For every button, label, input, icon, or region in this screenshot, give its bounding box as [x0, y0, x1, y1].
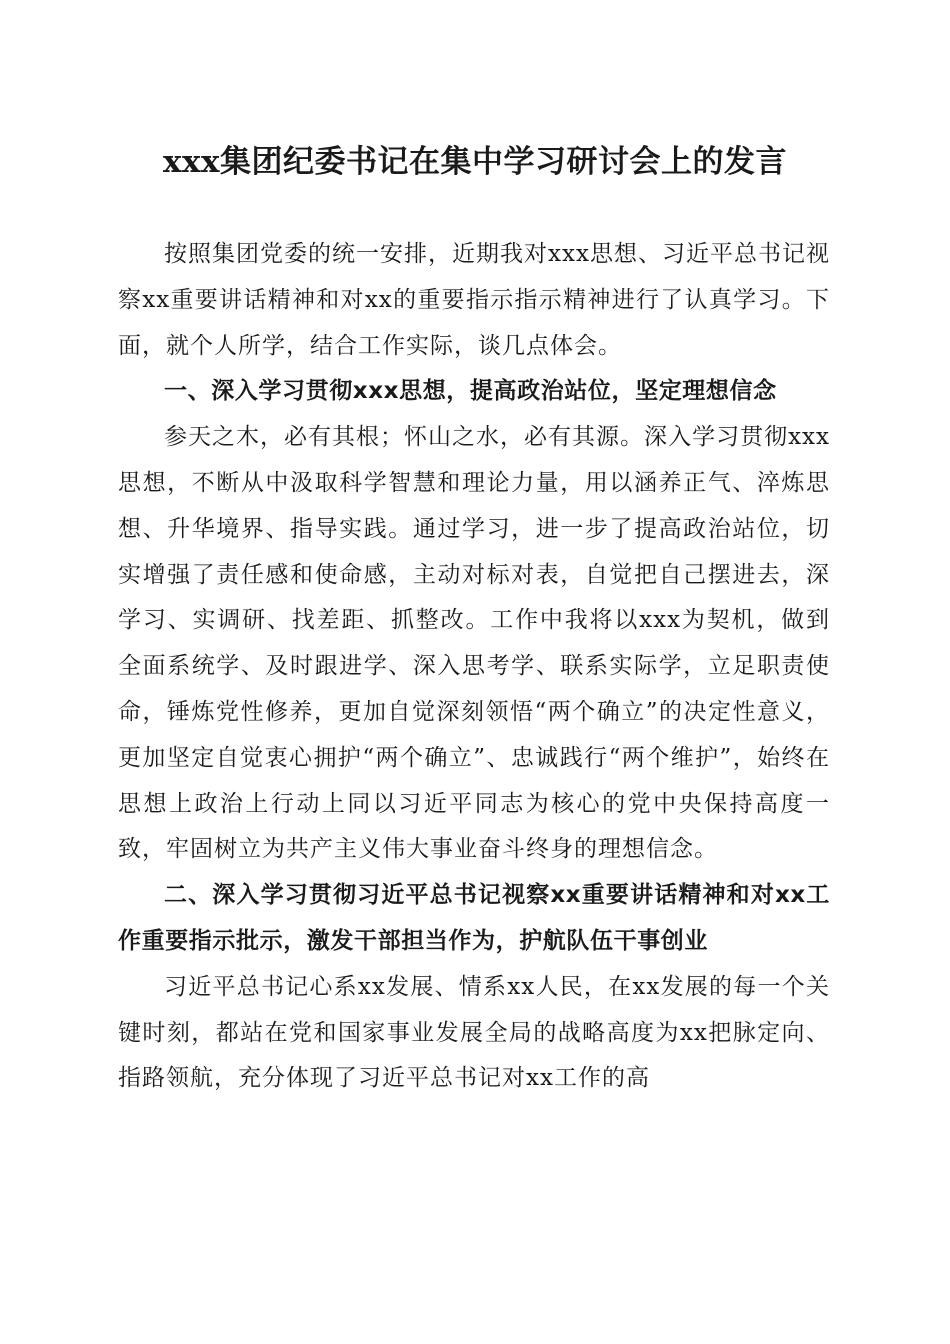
section-2-heading: 二、深入学习贯彻习近平总书记视察xx重要讲话精神和对xx工作重要指示批示，激发干部担当作为，护航队伍干事创业: [118, 882, 830, 954]
section-1-paragraph: 参天之木，必有其根；怀山之水，必有其源。深入学习贯彻xxx思想，不断从中汲取科学智慧和理论力量，用以涵养正气、淬炼思想、升华境界、指导实践。通过学习，进一步了提高政治站位，切实增强了责任感和使命感，主动对标对表，自觉把自己摆进去，深学习、实调研、找差距、抓整改。工作中我将以xxx为契机，做到全面系统学、及时跟进学、深入思考学、联系实际学，立足职责使命，锤炼党性修养，更加自觉深刻领悟“两个确立”的决定性意义，更加坚定自觉衷心拥护“两个确立”、忠诚践行“两个维护”，始终在思想上政治上行动上同以习近平同志为核心的党中央保持高度一致，牢固树立为共产主义伟大事业奋斗终身的理想信念。: [118, 424, 830, 863]
section-1-heading: 一、深入学习贯彻xxx思想，提高政治站位，坚定理想信念: [164, 378, 777, 405]
section-2-paragraph: 习近平总书记心系xx发展、情系xx人民，在xx发展的每一个关键时刻，都站在党和国家事业发展全局的战略高度为xx把脉定向、指路领航，充分体现了习近平总书记对xx工作的高: [118, 973, 830, 1092]
document-title: xxx集团纪委书记在集中学习研讨会上的发言: [163, 144, 787, 180]
document-body: [118, 232, 830, 1102]
intro-paragraph: 按照集团党委的统一安排，近期我对xxx思想、习近平总书记视察xx重要讲话精神和对xx的重要指示指示精神进行了认真学习。下面，就个人所学，结合工作实际，谈几点体会。: [118, 241, 830, 359]
